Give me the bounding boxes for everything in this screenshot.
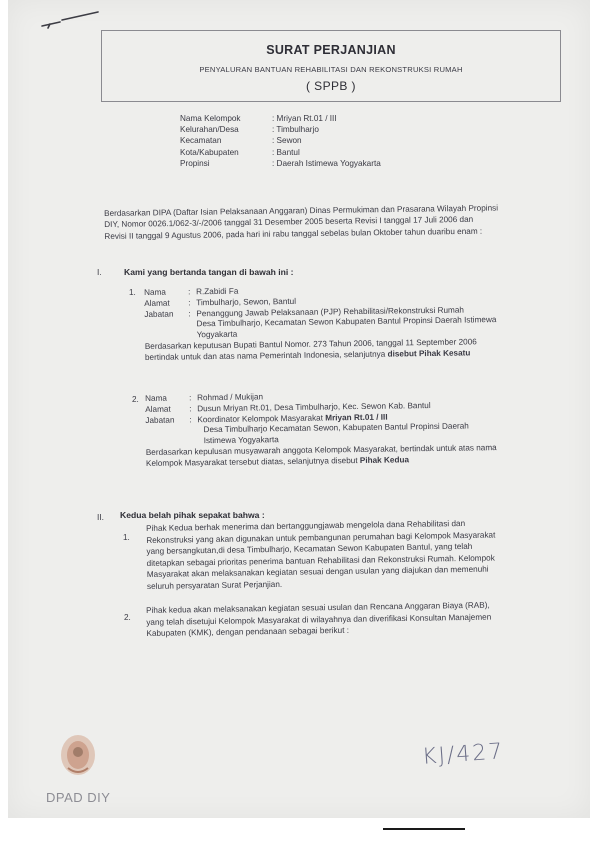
section-1-number: I. — [97, 267, 102, 277]
info-row: Kecamatan : Sewon — [180, 136, 302, 146]
document-code: ( SPPB ) — [306, 79, 356, 93]
section-1-heading: Kami yang bertanda tangan di bawah ini : — [124, 267, 294, 277]
info-row: Propinsi : Daerah Istimewa Yogyakarta — [180, 158, 381, 168]
info-row: Kelurahan/Desa : Timbulharjo — [180, 125, 319, 135]
section-2-number: II. — [97, 512, 104, 522]
clause-1-text: Pihak Kedua berhak menerima dan bertanggungjawab mengelola dana Rehabilitasi dan Rekonstruksi yang akan digunakan untuk pembangunan perumahan bagi Kelompok Masyarakat yang bersangkutan,di desa Timbulharjo, Kecamatan Sewon Kabupaten Bantul, yang telah ditetapkan sebagai prioritas penerima bantuan Rehabilitasi dan Rekonstruksi Rumah. Kelompok Masyarakat akan melaksanakan kegiatan sesuai dengan usulan yang diajukan dan memenuhi seluruh persyaratan Surat Perjanjian. — [146, 518, 496, 591]
info-row: Kota/Kabupaten : Bantul — [180, 147, 300, 157]
pen-scribble-mark — [40, 6, 100, 32]
party-1-block: Nama : R.Zabidi Fa Alamat : Timbulharjo, Sewon, Bantul Jabatan : Penanggung Jawab Pelaksanaan (PJP) Rehabilitasi/Rekonstruksi Rumah Desa Timbulharjo, Kecamatan Sewon Kabupaten Bantul Propinsi Daerah Istimewa Yogyakarta Berdasarkan keputusan Bupati Bantul Nomor. 273 Tahun 2006, tanggal 11 September 2006 bertindak untuk dan atas nama Pemerintah Indonesia, selanjutnya disebut Pihak Kesatu — [144, 286, 497, 362]
clause-1-number: 1. — [123, 533, 130, 542]
institution-seal-icon — [54, 728, 102, 782]
document-header — [101, 30, 561, 102]
party-2-number: 2. — [132, 395, 139, 404]
archive-watermark: DPAD DIY — [46, 790, 111, 805]
party-2-block: Nama : Rohmad / Mukijan Alamat : Dusun Mriyan Rt.01, Desa Timbulharjo, Kec. Sewon Kab. Bantul Jabatan : Koordinator Kelompok Masyarakat Mriyan Rt.01 / III Desa Timbulharjo Kecamatan Sewon, Kabupaten Bantul Propinsi Daerah Istimewa Yogyakarta Berdasarkan kepulusan musyawarah anggota Kelompok Masyarakat, bertindak untuk atas nama Kelompok Masyarakat tersebut diatas, selanjutnya disebut Pihak Kedua — [145, 392, 497, 468]
party-2-designation: Pihak Kedua — [359, 455, 410, 465]
clause-2-text: Pihak kedua akan melaksanakan kegiatan sesuai usulan dan Rencana Anggaran Biaya (RAB), yang telah disetujui Kelompok Masyarakat di wilayahnya dan diverifikasi Konsultan Manajemen Kabupaten (KMK), dengan pendanaan sebagai berikut : — [146, 600, 492, 638]
group-info-block — [180, 114, 381, 170]
intro-paragraph: Berdasarkan DIPA (Daftar Isian Pelaksanaan Anggaran) Dinas Permukiman dan Prasarana Wilayah Propinsi DIY, Nomor 0026.1/062-3/-/2006 tanggal 31 Desember 2005 beserta Revisi I tanggal 17 Juli 2006 dan Revisi II tanggal 9 Agustus 2006, pada hari ini rabu tanggal sebelas bulan Oktober tahun duaribu enam : — [104, 203, 499, 241]
handwritten-note: KJ/427 — [421, 739, 506, 770]
document-subtitle: PENYALURAN BANTUAN REHABILITASI DAN REKONSTRUKSI RUMAH — [199, 65, 463, 74]
bottom-rule — [383, 828, 465, 830]
section-2-heading: Kedua belah pihak sepakat bahwa : — [120, 510, 265, 520]
info-row: Nama Kelompok : Mriyan Rt.01 / III — [180, 114, 337, 123]
party-1-number: 1. — [129, 288, 136, 297]
clause-2-number: 2. — [124, 613, 131, 622]
document-page — [8, 0, 590, 818]
party-1-designation: disebut Pihak Kesatu — [387, 348, 471, 359]
document-title: SURAT PERJANJIAN — [266, 43, 396, 57]
